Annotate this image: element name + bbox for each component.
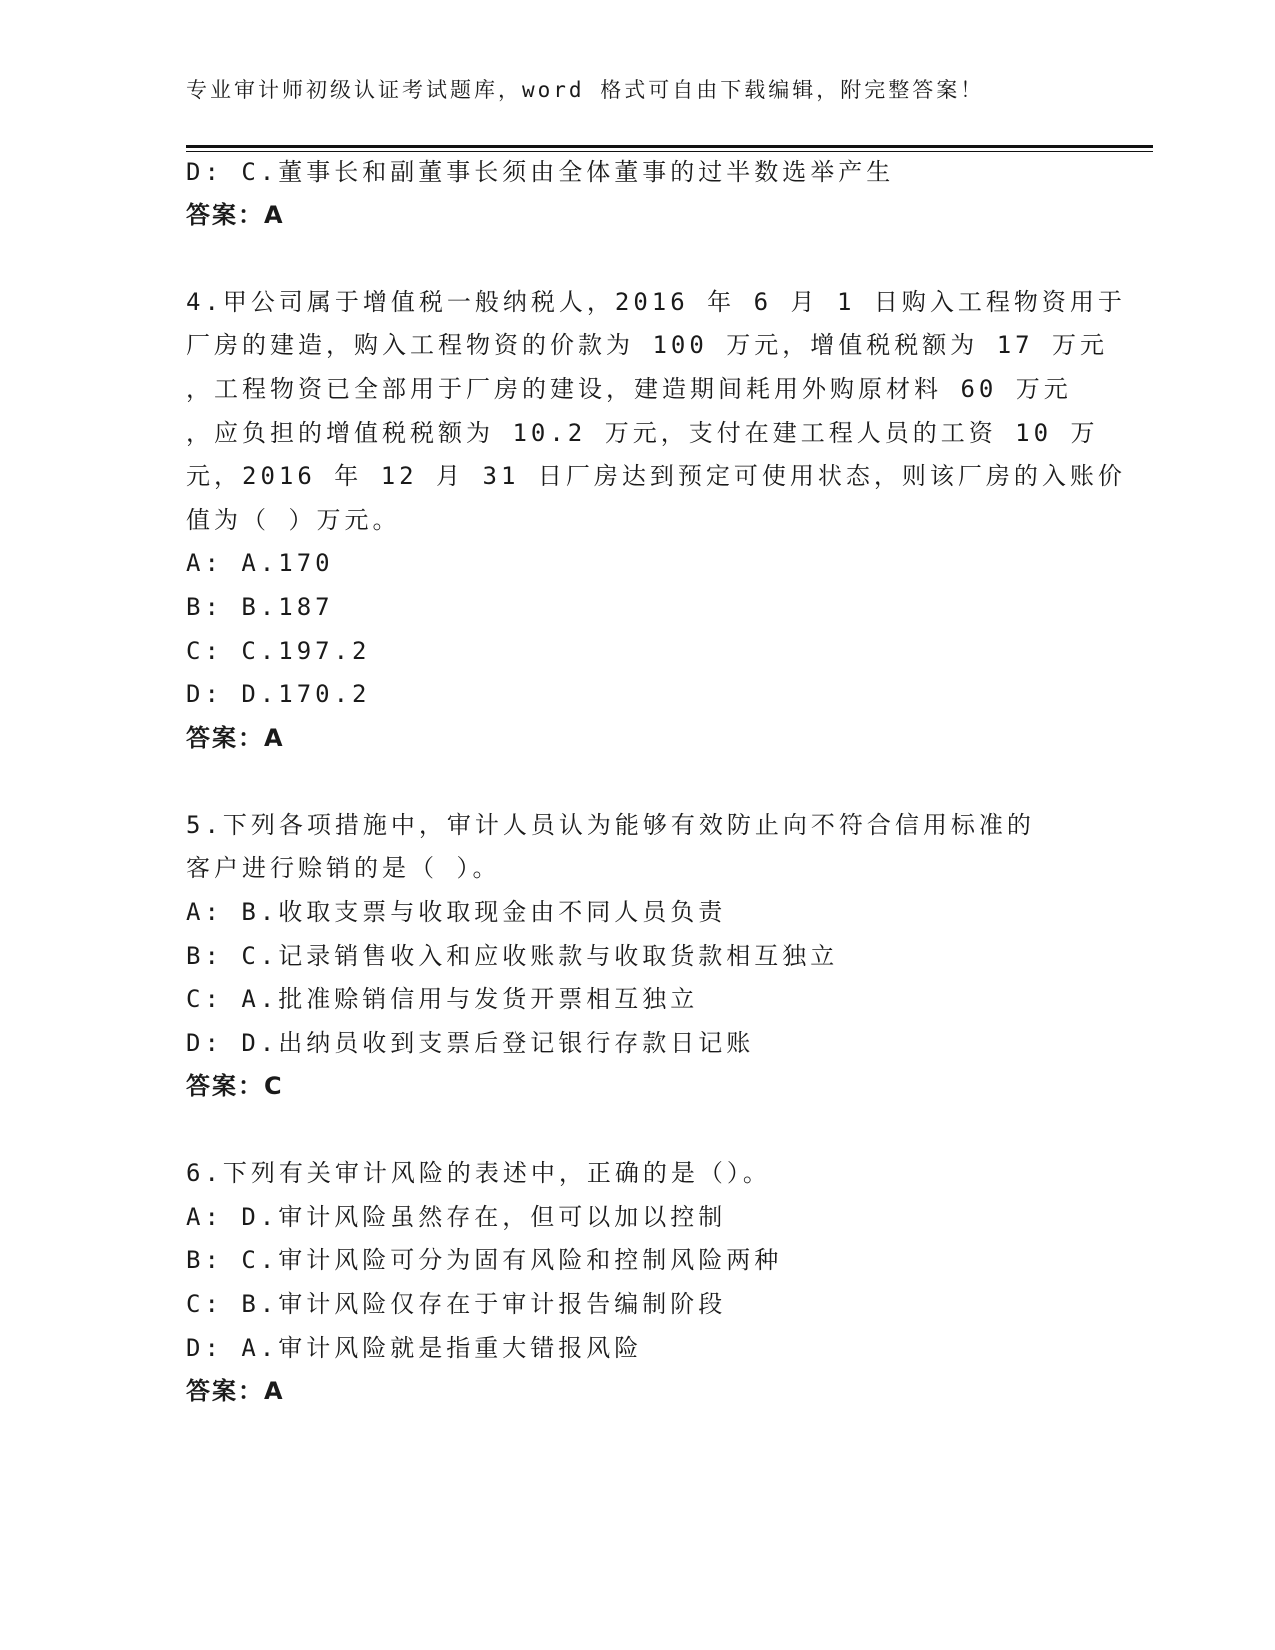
q5-stem-line: 5.下列各项措施中，审计人员认为能够有效防止向不符合信用标准的 [186, 811, 1035, 839]
q6-answer: 答案：A [186, 1377, 285, 1405]
q6-option-b: B: C.审计风险可分为固有风险和控制风险两种 [186, 1246, 783, 1274]
q4-answer: 答案：A [186, 724, 285, 752]
q6-option-a: A: D.审计风险虽然存在，但可以加以控制 [186, 1203, 727, 1231]
header-note: 专业审计师初级认证考试题库，word 格式可自由下载编辑，附完整答案！ [186, 78, 985, 102]
header-divider-thick [186, 145, 1153, 148]
q4-stem-line: 值为（ ）万元。 [186, 506, 401, 534]
q3-option-d: D: C.董事长和副董事长须由全体董事的过半数选举产生 [186, 158, 895, 186]
q3-answer: 答案：A [186, 201, 285, 229]
q5-answer: 答案：C [186, 1072, 284, 1100]
q5-option-c: C: A.批准赊销信用与发货开票相互独立 [186, 985, 699, 1013]
q4-stem-line: 4.甲公司属于增值税一般纳税人，2016 年 6 月 1 日购入工程物资用于 [186, 288, 1126, 316]
q4-stem-line: 元，2016 年 12 月 31 日厂房达到预定可使用状态，则该厂房的入账价 [186, 462, 1126, 490]
q4-stem-line: 厂房的建造，购入工程物资的价款为 100 万元，增值税税额为 17 万元 [186, 331, 1109, 359]
q5-option-b: B: C.记录销售收入和应收账款与收取货款相互独立 [186, 942, 839, 970]
q6-option-c: C: B.审计风险仅存在于审计报告编制阶段 [186, 1290, 727, 1318]
q4-option-c: C: C.197.2 [186, 637, 371, 665]
q5-option-a: A: B.收取支票与收取现金由不同人员负责 [186, 898, 727, 926]
q6-stem-line: 6.下列有关审计风险的表述中，正确的是（）。 [186, 1159, 771, 1187]
q4-stem-line: ，工程物资已全部用于厂房的建设，建造期间耗用外购原材料 60 万元 [186, 375, 1072, 403]
q4-option-a: A: A.170 [186, 549, 334, 577]
q5-option-d: D: D.出纳员收到支票后登记银行存款日记账 [186, 1029, 755, 1057]
q6-option-d: D: A.审计风险就是指重大错报风险 [186, 1334, 643, 1362]
q4-option-b: B: B.187 [186, 593, 334, 621]
q4-stem-line: ，应负担的增值税税额为 10.2 万元，支付在建工程人员的工资 10 万 [186, 419, 1099, 447]
q5-stem-line: 客户进行赊销的是（ ）。 [186, 854, 501, 882]
header-divider-thin [186, 151, 1153, 152]
q4-option-d: D: D.170.2 [186, 680, 371, 708]
